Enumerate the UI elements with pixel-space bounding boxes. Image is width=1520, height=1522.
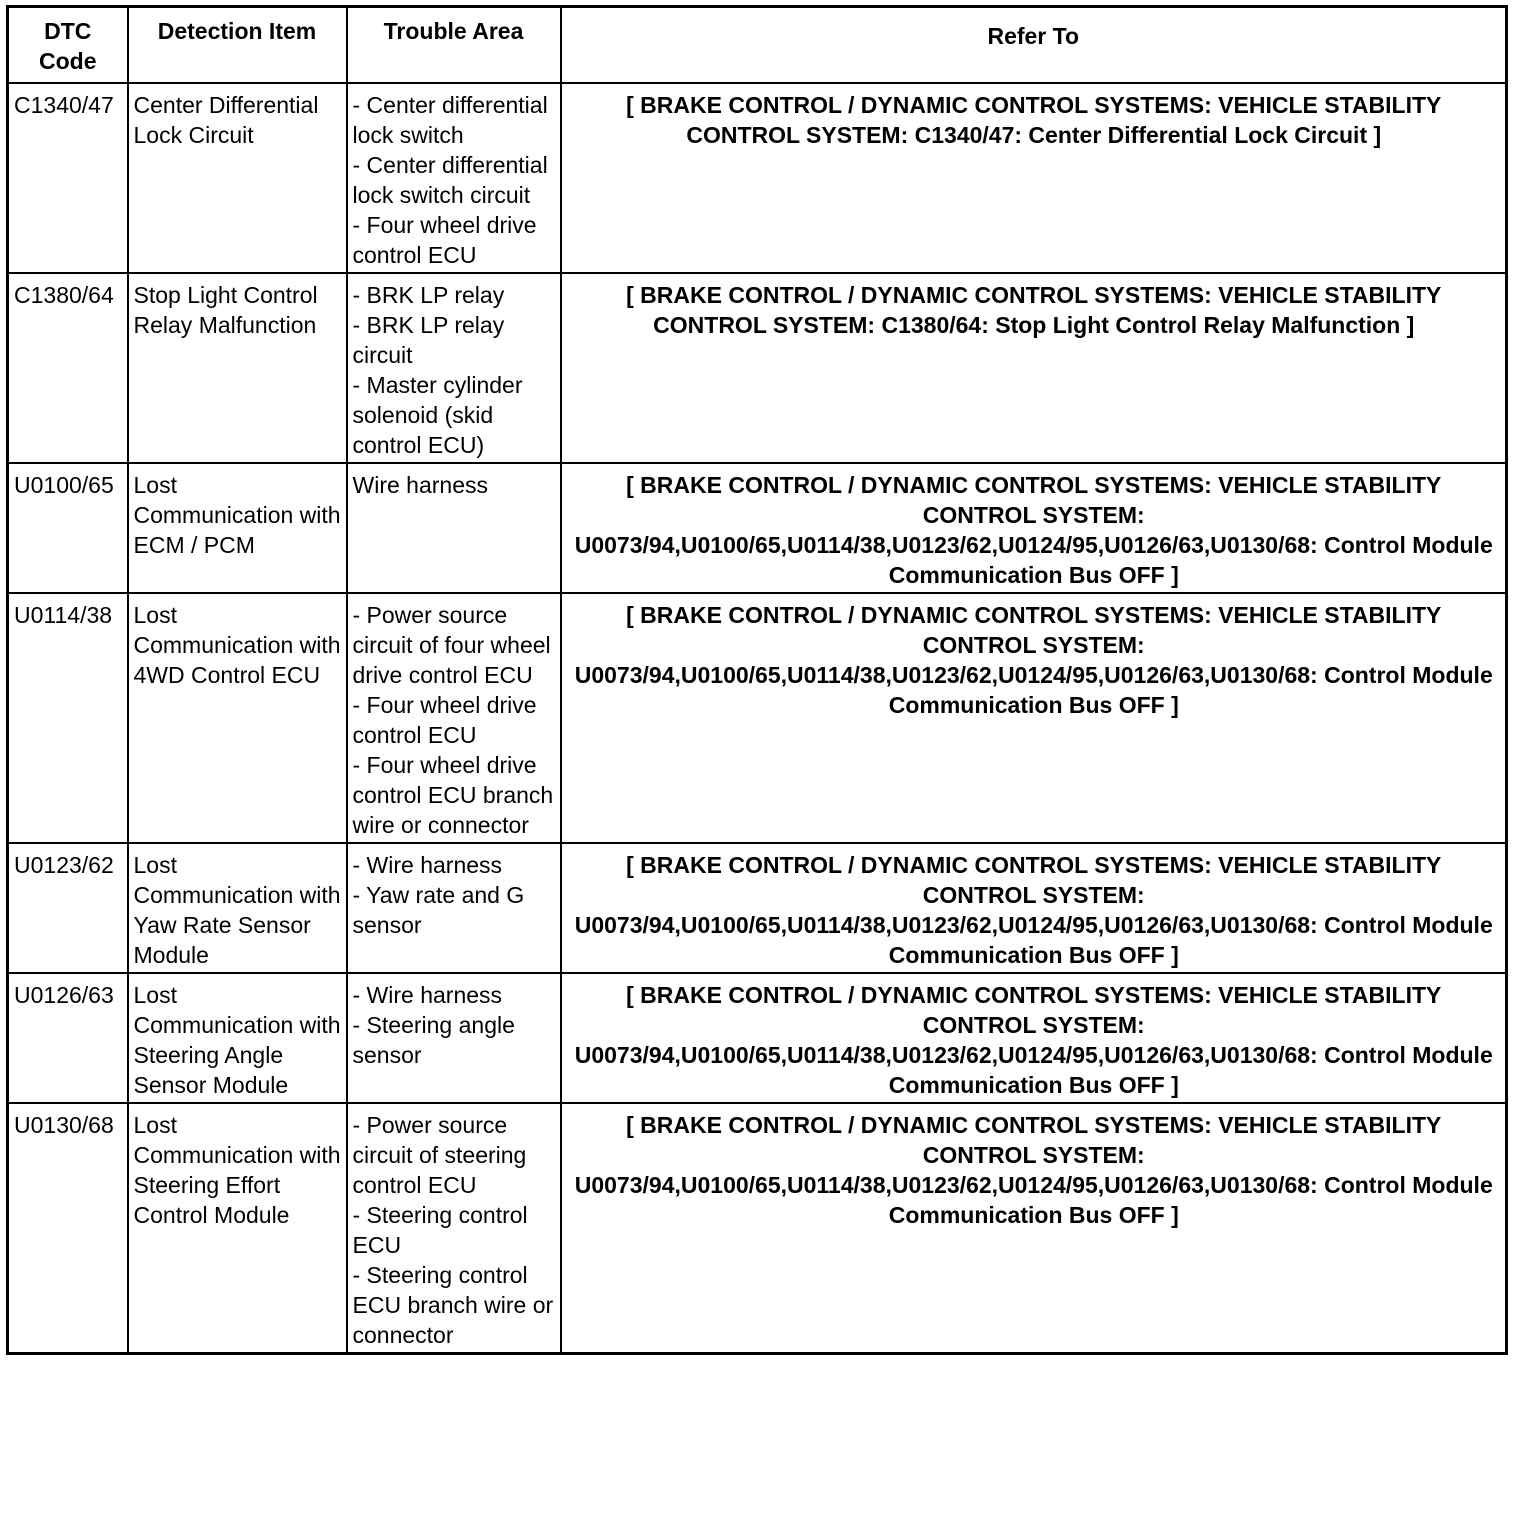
refer-to-link[interactable]: [ BRAKE CONTROL / DYNAMIC CONTROL SYSTEMS: VEHICLE STABILITY CONTROL SYSTEM: U0073/94,U0100/65,U0114/38,U0123/62,U0124/95,U0126/63,U0130/68: Control Module Communication Bus OFF ] [561, 843, 1507, 973]
trouble-area-line: - Steering control ECU branch wire or connector [352, 1262, 554, 1348]
dtc-code: U0126/63 [8, 973, 128, 1103]
trouble-area-line: - Four wheel drive control ECU [352, 212, 537, 268]
header-detection-item: Detection Item [128, 7, 347, 84]
detection-item: Lost Communication with Yaw Rate Sensor Module [128, 843, 347, 973]
trouble-area [347, 973, 561, 1103]
refer-to-link[interactable]: [ BRAKE CONTROL / DYNAMIC CONTROL SYSTEMS: VEHICLE STABILITY CONTROL SYSTEM: C1340/47: Center Differential Lock Circuit ] [561, 83, 1507, 273]
refer-to-link[interactable]: [ BRAKE CONTROL / DYNAMIC CONTROL SYSTEMS: VEHICLE STABILITY CONTROL SYSTEM: U0073/94,U0100/65,U0114/38,U0123/62,U0124/95,U0126/63,U0130/68: Control Module Communication Bus OFF ] [561, 973, 1507, 1103]
trouble-area-line: - Center differential lock switch [352, 92, 548, 148]
header-trouble-area: Trouble Area [347, 7, 561, 84]
dtc-code: U0123/62 [8, 843, 128, 973]
trouble-area-line: - Power source circuit of four wheel drive control ECU [352, 602, 551, 688]
table-row [8, 593, 1507, 843]
dtc-code: U0100/65 [8, 463, 128, 593]
trouble-area [347, 463, 561, 593]
trouble-area [347, 83, 561, 273]
trouble-area [347, 1103, 561, 1354]
trouble-area [347, 593, 561, 843]
refer-to-link[interactable]: [ BRAKE CONTROL / DYNAMIC CONTROL SYSTEMS: VEHICLE STABILITY CONTROL SYSTEM: C1380/64: Stop Light Control Relay Malfunction ] [561, 273, 1507, 463]
trouble-area-line: - Center differential lock switch circuit [352, 152, 548, 208]
header-row [8, 7, 1507, 84]
trouble-area-line: - Four wheel drive control ECU branch wire or connector [352, 752, 554, 838]
detection-item: Stop Light Control Relay Malfunction [128, 273, 347, 463]
detection-item: Lost Communication with ECM / PCM [128, 463, 347, 593]
trouble-area [347, 273, 561, 463]
table-row [8, 843, 1507, 973]
trouble-area-line: - Wire harness [352, 982, 503, 1008]
trouble-area-line: - Master cylinder solenoid (skid control ECU) [352, 372, 523, 458]
trouble-area-line: - BRK LP relay circuit [352, 312, 505, 368]
refer-to-link[interactable]: [ BRAKE CONTROL / DYNAMIC CONTROL SYSTEMS: VEHICLE STABILITY CONTROL SYSTEM: U0073/94,U0100/65,U0114/38,U0123/62,U0124/95,U0126/63,U0130/68: Control Module Communication Bus OFF ] [561, 1103, 1507, 1354]
trouble-area-line: - Steering angle sensor [352, 1012, 515, 1068]
dtc-code: C1340/47 [8, 83, 128, 273]
trouble-area-line: - Wire harness [352, 852, 503, 878]
trouble-area-line: - Four wheel drive control ECU [352, 692, 537, 748]
refer-to-link[interactable]: [ BRAKE CONTROL / DYNAMIC CONTROL SYSTEMS: VEHICLE STABILITY CONTROL SYSTEM: U0073/94,U0100/65,U0114/38,U0123/62,U0124/95,U0126/63,U0130/68: Control Module Communication Bus OFF ] [561, 463, 1507, 593]
header-dtc-code: DTC Code [8, 7, 128, 84]
header-refer-to: Refer To [561, 7, 1507, 84]
detection-item: Lost Communication with Steering Effort Control Module [128, 1103, 347, 1354]
dtc-table [6, 5, 1508, 1355]
trouble-area-line: - Yaw rate and G sensor [352, 882, 525, 938]
dtc-code: C1380/64 [8, 273, 128, 463]
trouble-area-line: - Steering control ECU [352, 1202, 528, 1258]
detection-item: Lost Communication with Steering Angle Sensor Module [128, 973, 347, 1103]
table-row [8, 463, 1507, 593]
trouble-area-line: - Power source circuit of steering control ECU [352, 1112, 527, 1198]
table-row [8, 273, 1507, 463]
dtc-code: U0130/68 [8, 1103, 128, 1354]
detection-item: Center Differential Lock Circuit [128, 83, 347, 273]
dtc-code: U0114/38 [8, 593, 128, 843]
detection-item: Lost Communication with 4WD Control ECU [128, 593, 347, 843]
table-row [8, 83, 1507, 273]
trouble-area-line: - BRK LP relay [352, 282, 505, 308]
trouble-area [347, 843, 561, 973]
refer-to-link[interactable]: [ BRAKE CONTROL / DYNAMIC CONTROL SYSTEMS: VEHICLE STABILITY CONTROL SYSTEM: U0073/94,U0100/65,U0114/38,U0123/62,U0124/95,U0126/63,U0130/68: Control Module Communication Bus OFF ] [561, 593, 1507, 843]
table-row [8, 1103, 1507, 1354]
table-row [8, 973, 1507, 1103]
trouble-area-line: Wire harness [352, 472, 488, 498]
